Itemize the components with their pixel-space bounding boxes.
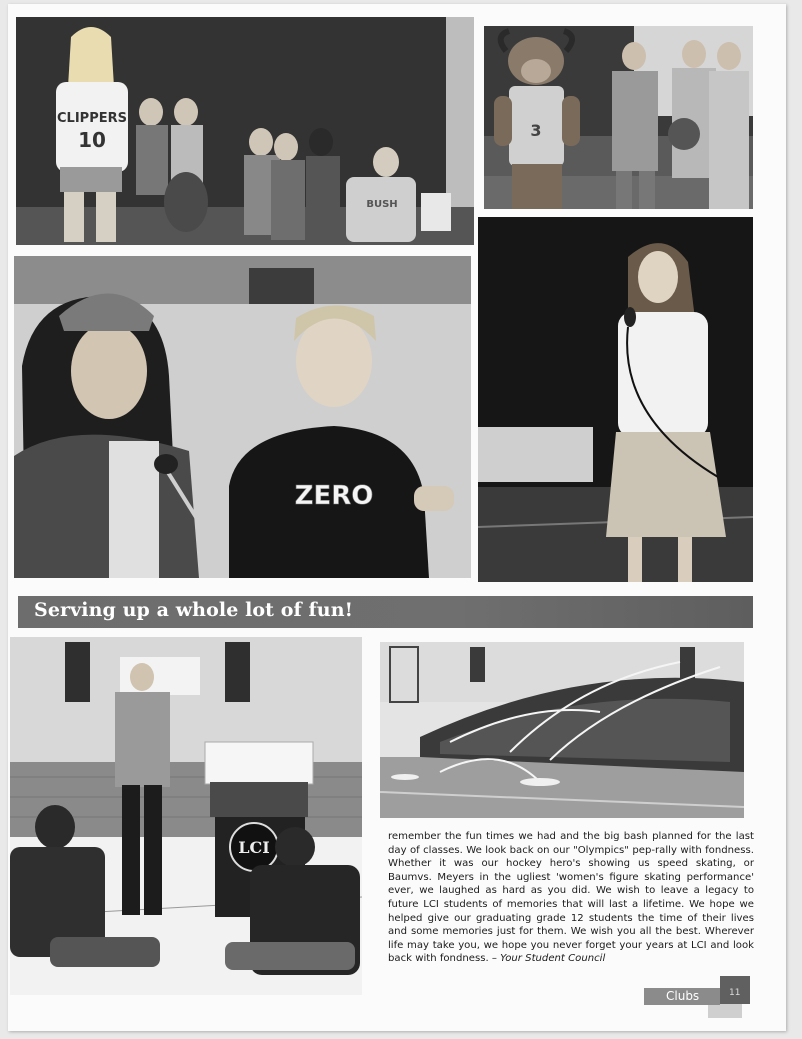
yearbook-page (8, 4, 786, 1031)
footer-section-label: Clubs (666, 989, 700, 1003)
photo-crowd-streamers (380, 642, 744, 818)
page-number: 11 (729, 988, 741, 998)
section-banner (18, 596, 753, 628)
mascot-jersey-number: 3 (530, 121, 542, 140)
photo-mascot-players (484, 26, 753, 209)
photo-presenters-zero (14, 256, 471, 578)
article-body-text: remember the fun times we had and the big bash planned for the last day of classes. We look back on our "Olympics" pep-rally with fondness. Whether it was our hockey hero's showing us speed skating, or Baumvs. Meyers in the ugliest 'women's figure skating performance' ever, we laughed as hard as you did. We wish to leave a legacy to future LCI students of memories that will last a lifetime. We hope we helped give our graduating grade 12 students the time of their lives and some memories just for them. We wish you all the best. Wherever life may take you, we hope you never forget your years at LCI and look back with fondness. – (388, 831, 754, 965)
jersey-team-text: CLIPPERS (57, 111, 127, 126)
page-number-box (720, 976, 750, 1004)
footer-shadow (708, 1004, 742, 1018)
shirt-text: BUSH (366, 199, 398, 210)
banner-title: Serving up a whole lot of fun! (34, 599, 354, 621)
article-signature: Your Student Council (500, 953, 606, 965)
zero-shirt-text: ZERO (294, 481, 374, 511)
jersey-number-text: 10 (78, 128, 106, 152)
footer-section-tab (644, 988, 720, 1005)
photo-podium-gym (10, 637, 362, 995)
photo-girl-microphone (478, 217, 753, 582)
podium-logo-text: LCI (238, 838, 270, 857)
photo-stage-students (16, 17, 474, 245)
article-body (388, 830, 754, 966)
